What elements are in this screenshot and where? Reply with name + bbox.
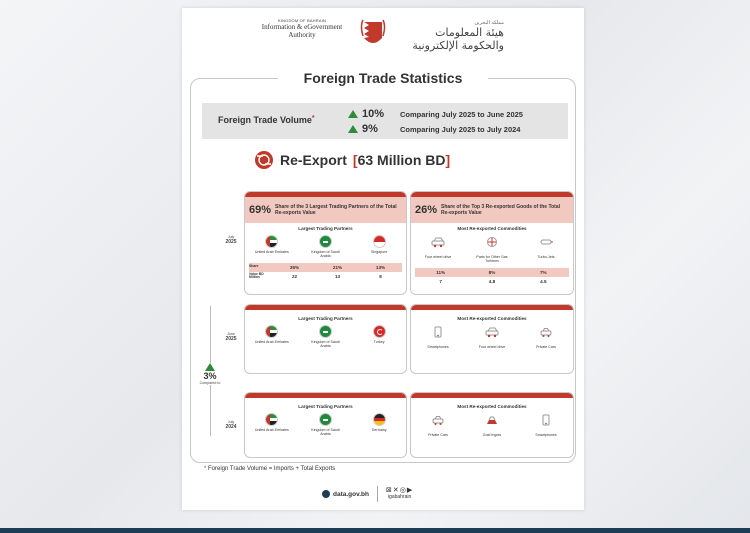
reexport-icon bbox=[254, 150, 274, 170]
period-july-2024 bbox=[226, 392, 572, 462]
change-percent: 10% bbox=[362, 108, 385, 120]
change-indicator bbox=[198, 363, 222, 385]
globe-icon bbox=[322, 490, 330, 498]
commodity-item: Turbo-Jets bbox=[527, 235, 565, 264]
period-july-2025 bbox=[226, 191, 572, 295]
commodity-item: Parts for Other Gas Turbines bbox=[473, 235, 511, 264]
bahrain-emblem-icon bbox=[360, 14, 386, 50]
up-arrow-icon bbox=[205, 363, 215, 371]
footer bbox=[322, 486, 413, 502]
car-icon bbox=[485, 326, 499, 338]
saudi-flag-icon bbox=[319, 325, 332, 338]
reexport-label: Re-Export bbox=[280, 152, 347, 168]
iga-logo-arabic bbox=[394, 20, 504, 52]
car-icon bbox=[431, 236, 445, 248]
panel-subtitle: Largest Trading Partners bbox=[298, 226, 353, 231]
share-row: 11% 8% 7% bbox=[415, 268, 569, 277]
logo-line2: Authority bbox=[288, 31, 316, 39]
period-date: July 2025 bbox=[225, 235, 237, 245]
singapore-flag-icon bbox=[373, 235, 386, 248]
commodities-panel bbox=[410, 191, 574, 295]
commodity-item: Smartphones bbox=[527, 413, 565, 437]
commodity-item: Four wheel drive bbox=[419, 235, 457, 264]
trading-partners-panel bbox=[244, 392, 407, 458]
volume-change-row bbox=[348, 122, 520, 136]
reexport-heading bbox=[254, 148, 450, 172]
private-car-icon bbox=[431, 414, 445, 426]
commodity-item: Smartphones bbox=[419, 325, 457, 349]
trade-volume-text: Foreign Trade Volume bbox=[218, 115, 312, 125]
footer-divider bbox=[377, 486, 378, 502]
change-percent: 9% bbox=[362, 123, 378, 135]
change-text: Comparing July 2025 to July 2024 bbox=[400, 124, 521, 134]
logo-small-text: KINGDOM OF BAHRAIN bbox=[277, 18, 327, 23]
up-arrow-icon bbox=[348, 110, 358, 118]
commodity-list bbox=[411, 413, 573, 437]
uae-flag-icon bbox=[265, 235, 278, 248]
smartphone-icon bbox=[539, 414, 553, 426]
commodity-list bbox=[411, 235, 573, 264]
page-title: Foreign Trade Statistics bbox=[278, 68, 488, 88]
turbojet-icon bbox=[539, 236, 553, 248]
infographic-card bbox=[182, 8, 584, 510]
panel-header bbox=[245, 197, 406, 223]
partner-item: United Arab Emirates bbox=[253, 325, 291, 349]
commodity-item: Private Cars bbox=[419, 413, 457, 437]
logo-line1: Information & eGovernment bbox=[261, 23, 343, 31]
share-big: 69% bbox=[249, 204, 272, 216]
partner-item: Turkey bbox=[360, 325, 398, 349]
commodity-item: Gold Ingots bbox=[473, 413, 511, 437]
partner-item: Germany bbox=[360, 413, 398, 437]
private-car-icon bbox=[539, 326, 553, 338]
partner-item: Kingdom of Saudi Arabia bbox=[306, 413, 344, 437]
trade-volume-bar bbox=[202, 103, 568, 139]
share-row: Share 35% 21% 13% bbox=[249, 263, 402, 272]
partner-item: United Arab Emirates bbox=[253, 413, 291, 437]
social-icons: ⊠✕◎▶ bbox=[386, 487, 414, 494]
trade-volume-label bbox=[218, 115, 315, 125]
period-june-2025 bbox=[226, 304, 572, 374]
panel-subtitle: Largest Trading Partners bbox=[298, 316, 353, 321]
commodity-item: Private Cars bbox=[527, 325, 565, 349]
volume-change-row bbox=[348, 107, 523, 121]
share-desc: Share of the 3 Largest Trading Partners of the Total Re-exports Value bbox=[275, 204, 397, 216]
saudi-flag-icon bbox=[319, 235, 332, 248]
panel-subtitle: Most Re-exported Commodities bbox=[457, 404, 527, 409]
partner-item: United Arab Emirates bbox=[253, 235, 291, 259]
logo-ar-big: هيئة المعلومات والحكومة الإلكترونية bbox=[412, 26, 504, 52]
trading-partners-panel bbox=[244, 304, 407, 374]
trading-partners-panel bbox=[244, 191, 407, 295]
gold-ingot-icon bbox=[485, 414, 499, 426]
uae-flag-icon bbox=[265, 413, 278, 426]
partner-list bbox=[245, 235, 406, 259]
share-big: 26% bbox=[415, 204, 438, 216]
period-date: July 2024 bbox=[225, 420, 237, 430]
value-row: Value BD Million 22 13 8 bbox=[249, 271, 382, 280]
panel-subtitle: Most Re-exported Commodities bbox=[457, 226, 527, 231]
panel-subtitle: Largest Trading Partners bbox=[298, 404, 353, 409]
period-date: June 2025 bbox=[225, 332, 237, 342]
gas-turbine-icon bbox=[485, 236, 499, 248]
uae-flag-icon bbox=[265, 325, 278, 338]
footnote-star: * bbox=[311, 115, 315, 122]
partner-item: Singapore bbox=[360, 235, 398, 259]
saudi-flag-icon bbox=[319, 413, 332, 426]
iga-logo-english bbox=[254, 18, 350, 39]
change-text: Comparing July 2025 to June 2025 bbox=[400, 109, 523, 119]
bottom-border bbox=[0, 528, 750, 533]
panel-header bbox=[411, 197, 573, 223]
social-handle[interactable]: ⊠✕◎▶ igabahrain bbox=[386, 487, 414, 500]
reexport-amount: [63 Million BD] bbox=[352, 152, 451, 168]
change-text: Compared to bbox=[199, 381, 221, 385]
up-arrow-icon bbox=[348, 125, 358, 133]
partner-list bbox=[245, 413, 406, 437]
commodity-list bbox=[411, 325, 573, 349]
logo-ar-small: مملكة البحرين bbox=[474, 20, 504, 26]
partner-item: Kingdom of Saudi Arabia bbox=[306, 325, 344, 349]
turkey-flag-icon bbox=[373, 325, 386, 338]
partner-list bbox=[245, 325, 406, 349]
footnote: * Foreign Trade Volume = Imports + Total Exports bbox=[204, 466, 336, 472]
partner-item: Kingdom of Saudi Arabia bbox=[306, 235, 344, 259]
website-link[interactable]: data.gov.bh bbox=[322, 490, 369, 498]
commodities-panel bbox=[410, 392, 574, 458]
commodities-panel bbox=[410, 304, 574, 374]
germany-flag-icon bbox=[373, 413, 386, 426]
share-desc: Share of the Top 3 Re-exported Goods of the Total Re-exports Value bbox=[441, 204, 561, 216]
panel-subtitle: Most Re-exported Commodities bbox=[457, 316, 527, 321]
smartphone-icon bbox=[431, 326, 445, 338]
value-row: 7 4.8 4.5 bbox=[439, 278, 547, 284]
change-percent: 3% bbox=[203, 371, 217, 381]
commodity-item: Four wheel drive bbox=[473, 325, 511, 349]
